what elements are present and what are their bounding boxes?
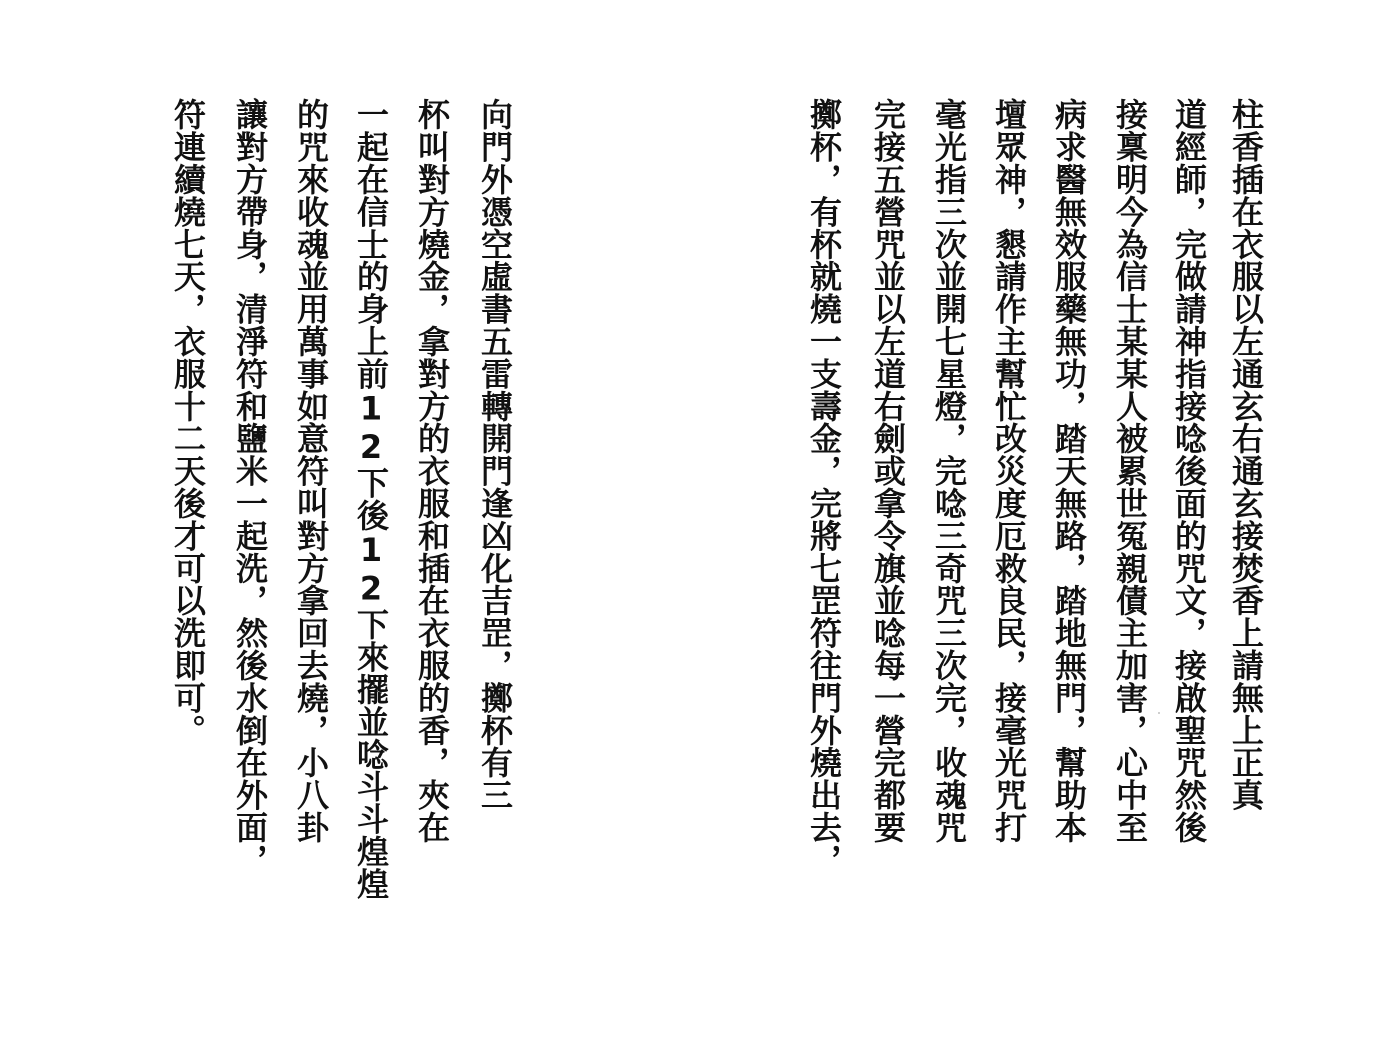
- text-column-right-3: 接稟明今為信士某某人被累世冤親債主加害，心中至: [1111, 98, 1149, 844]
- text-column-right-4: 病求醫無效服藥無功，踏天無路，踏地無門，幫助本: [1050, 98, 1088, 844]
- text-column-left-6: 符連續燒七天，衣服十二天後才可以洗即可。: [169, 98, 207, 746]
- text-column-right-2: 道經師，完做請神指接唸後面的咒文，接啟聖咒然後: [1170, 98, 1208, 844]
- text-column-right-1: 柱香插在衣服以左通玄右通玄接焚香上請無上正真: [1227, 98, 1265, 811]
- text-column-left-5: 讓對方帶身，清淨符和鹽米一起洗，然後水倒在外面，: [231, 98, 269, 876]
- left-page: [0, 0, 689, 1049]
- text-column-right-8: 擲杯，有杯就燒一支壽金，完將七罡符往門外燒出去，: [805, 98, 843, 876]
- text-column-left-2: 杯叫對方燒金，拿對方的衣服和插在衣服的香，夾在: [413, 98, 451, 844]
- text-column-right-5: 壇眾神，懇請作主幫忙改災度厄救良民，接毫光咒打: [990, 98, 1028, 844]
- text-column-left-4: 的咒來收魂並用萬事如意符叫對方拿回去燒，小八卦: [292, 98, 330, 844]
- text-column-left-3: 一起在信士的身上前12下後12下來擺並唸斗斗煌煌: [352, 98, 390, 900]
- text-column-left-1: 向門外憑空虛書五雷轉開門逢凶化吉罡，擲杯有三: [476, 98, 514, 811]
- text-column-right-7: 完接五營咒並以左道右劍或拿令旗並唸每一營完都要: [869, 98, 907, 844]
- scan-speck: [1158, 712, 1160, 714]
- right-page: [690, 0, 1379, 1049]
- text-column-right-6: 毫光指三次並開七星燈，完唸三奇咒三次完，收魂咒: [930, 98, 968, 844]
